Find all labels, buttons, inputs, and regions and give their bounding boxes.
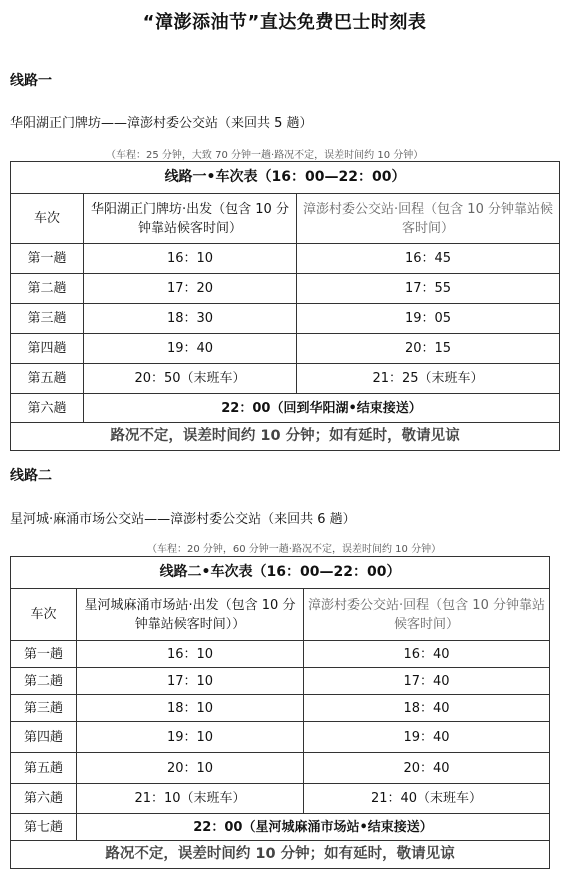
trip-label: 第四趟 [11, 722, 77, 753]
route1-note: （车程：25 分钟，大致 70 分钟一趟·路况不定，误差时间约 10 分钟） [106, 150, 424, 161]
departure-time: 20：10 [77, 753, 304, 784]
route1-header-departure: 华阳湖正门牌坊·出发（包含 10 分钟靠站候客时间） [84, 194, 297, 244]
trip-label: 第五趟 [11, 364, 84, 394]
table-row-last [11, 394, 560, 423]
route2-note: （车程：20 分钟，60 分钟一趟·路况不定，误差时间约 10 分钟） [147, 544, 442, 555]
departure-time: 17：20 [84, 274, 297, 304]
table-row-last [11, 814, 550, 841]
route1-description: 华阳湖正门牌坊——漳澎村委公交站（来回共 5 趟） [10, 116, 313, 131]
departure-time: 21：10（末班车） [77, 784, 304, 814]
final-trip-note: 22：00（回到华阳湖•结束接送） [84, 394, 560, 423]
table-row [11, 695, 550, 722]
return-time: 19：40 [304, 722, 550, 753]
table-row [11, 722, 550, 753]
table-row [11, 244, 560, 274]
table-row [11, 641, 550, 668]
trip-label: 第七趟 [11, 814, 77, 841]
route2-heading: 线路二 [10, 468, 52, 484]
route2-header-trip: 车次 [11, 589, 77, 641]
departure-time: 17：10 [77, 668, 304, 695]
table-row [11, 753, 550, 784]
return-time: 20：40 [304, 753, 550, 784]
table-row [11, 274, 560, 304]
trip-label: 第五趟 [11, 753, 77, 784]
return-time: 17：55 [297, 274, 560, 304]
route1-footer-note: 路况不定，误差时间约 10 分钟；如有延时，敬请见谅 [11, 423, 560, 451]
table-row [11, 304, 560, 334]
departure-time: 18：10 [77, 695, 304, 722]
return-time: 21：25（末班车） [297, 364, 560, 394]
trip-label: 第六趟 [11, 784, 77, 814]
trip-label: 第四趟 [11, 334, 84, 364]
trip-label: 第三趟 [11, 695, 77, 722]
trip-label: 第一趟 [11, 641, 77, 668]
route1-header-return: 漳澎村委公交站·回程（包含 10 分钟靠站候客时间） [297, 194, 560, 244]
departure-time: 19：40 [84, 334, 297, 364]
trip-label: 第一趟 [11, 244, 84, 274]
route1-heading: 线路一 [10, 73, 52, 89]
route1-header-trip: 车次 [11, 194, 84, 244]
table-row [11, 668, 550, 695]
trip-label: 第六趟 [11, 394, 84, 423]
trip-label: 第三趟 [11, 304, 84, 334]
final-trip-note: 22：00（星河城麻涌市场站•结束接送） [77, 814, 550, 841]
route1-table-title: 线路一•车次表（16：00—22：00） [11, 162, 560, 194]
route1-schedule-table [10, 161, 560, 451]
departure-time: 18：30 [84, 304, 297, 334]
route2-description: 星河城·麻涌市场公交站——漳澎村委公交站（来回共 6 趟） [10, 512, 356, 527]
return-time: 20：15 [297, 334, 560, 364]
route2-header-departure: 星河城麻涌市场站·出发（包含 10 分钟靠站候客时间）） [77, 589, 304, 641]
page-title: “漳澎添油节”直达免费巴士时刻表 [142, 12, 427, 33]
return-time: 21：40（末班车） [304, 784, 550, 814]
departure-time: 16：10 [77, 641, 304, 668]
route2-header-return: 漳澎村委公交站·回程（包含 10 分钟靠站候客时间） [304, 589, 550, 641]
table-row [11, 364, 560, 394]
trip-label: 第二趟 [11, 668, 77, 695]
return-time: 19：05 [297, 304, 560, 334]
return-time: 17：40 [304, 668, 550, 695]
return-time: 16：45 [297, 244, 560, 274]
route2-schedule-table [10, 556, 550, 869]
table-row [11, 334, 560, 364]
return-time: 16：40 [304, 641, 550, 668]
route2-footer-note: 路况不定，误差时间约 10 分钟；如有延时，敬请见谅 [11, 841, 550, 869]
return-time: 18：40 [304, 695, 550, 722]
departure-time: 19：10 [77, 722, 304, 753]
route2-table-title: 线路二•车次表（16：00—22：00） [11, 557, 550, 589]
departure-time: 20：50（末班车） [84, 364, 297, 394]
trip-label: 第二趟 [11, 274, 84, 304]
table-row [11, 784, 550, 814]
departure-time: 16：10 [84, 244, 297, 274]
